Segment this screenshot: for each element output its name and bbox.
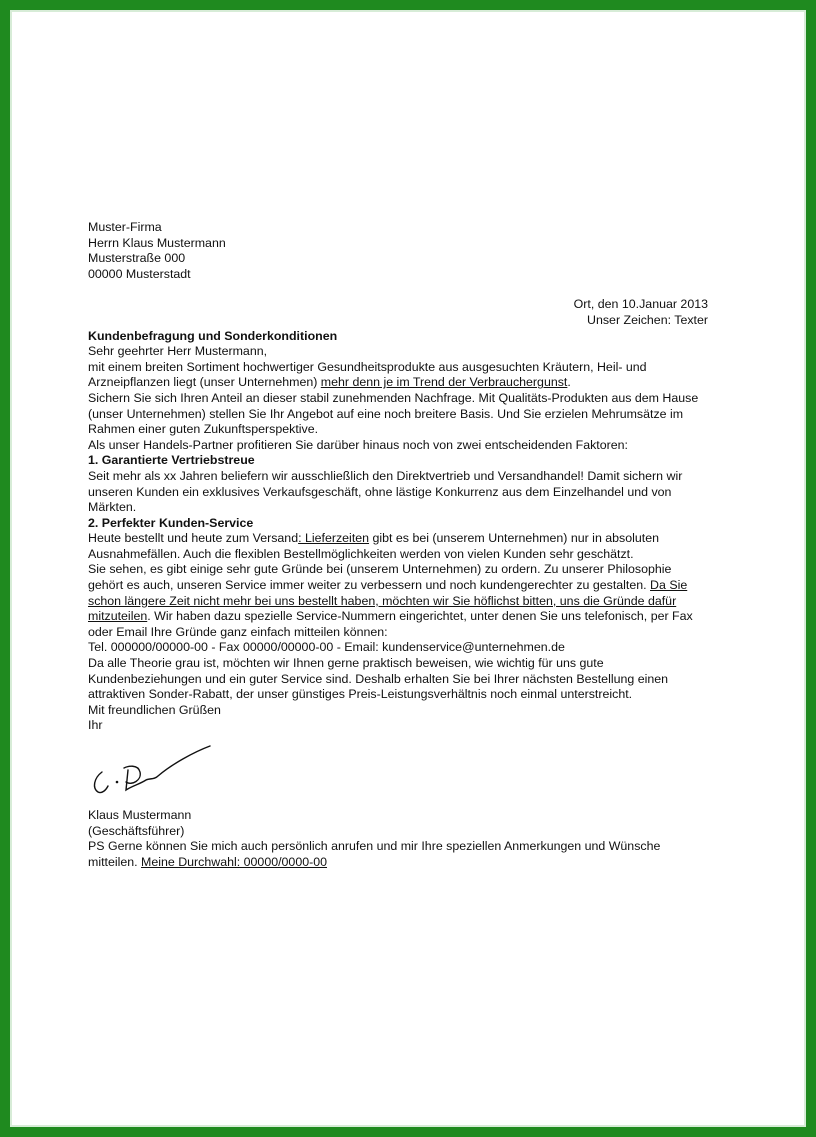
section-2-text — [88, 531, 708, 562]
closing: Mit freundlichen Grüßen — [88, 702, 221, 717]
recipient-street: Musterstraße 000 — [88, 251, 186, 266]
section-2-text-before: Heute bestellt und heute zum Versand — [88, 531, 299, 546]
closing-ihr: Ihr — [88, 718, 103, 733]
subject-line: Kundenbefragung und Sonderkonditionen — [88, 328, 338, 343]
signer-name: Klaus Mustermann — [88, 808, 192, 822]
letter-meta — [88, 297, 708, 328]
section-1-text: Seit mehr als xx Jahren beliefern wir ausschließlich den Direktvertrieb und Versandhandel! Damit sichern wir unseren Kunden ein exklusives Verkaufsgeschäft, ohne lästige Konkurrenz aus dem Einzelhandel und von Märkten. — [88, 468, 683, 515]
paragraph-4 — [88, 562, 708, 640]
paragraph-4-text: Sie sehen, es gibt einige sehr gute Gründe bei (unserem Unternehmen) zu ordern. Zu unserer Philosophie gehört es auch, unseren Service immer weiter zu verbessern und noch kundengerechter zu gestalten. — [88, 562, 672, 593]
place-date: Ort, den 10.Januar 2013 — [573, 297, 708, 312]
section-2-text-after: gibt es bei (unserem Unternehmen) nur in absoluten Ausnahmefällen. Auch die flexiblen Bestellmöglichkeiten werden von vielen Kunden sehr geschätzt. — [88, 531, 660, 561]
section-2-title: 2. Perfekter Kunden-Service — [88, 515, 254, 530]
postscript-text: PS Gerne können Sie mich auch persönlich anrufen und mir Ihre speziellen Anmerkungen und Wünsche mitteilen. — [88, 839, 661, 869]
section-2-underlined: : Lieferzeiten — [298, 531, 370, 546]
recipient-company: Muster-Firma — [88, 220, 162, 234]
contact-line: Tel. 000000/00000-00 - Fax 00000/00000-00 - Email: kundenservice@unternehmen.de — [88, 640, 565, 655]
paragraph-1-underlined: mehr denn je im Trend der Verbrauchergunst — [320, 375, 568, 390]
reference: Unser Zeichen: Texter — [587, 312, 708, 327]
postscript-underlined: Meine Durchwahl: 00000/0000-00 — [141, 854, 328, 869]
paragraph-1-text: mit einem breiten Sortiment hochwertiger Gesundheitsprodukte aus ausgesuchten Kräutern, Heil- und Arzneipflanzen liegt (unser Unternehmen) — [88, 359, 647, 390]
recipient-address — [88, 220, 708, 282]
signer-block — [88, 808, 708, 839]
section-1-title: 1. Garantierte Vertriebstreue — [88, 453, 255, 468]
recipient-name: Herrn Klaus Mustermann — [88, 235, 226, 250]
paragraph-1 — [88, 360, 708, 391]
postscript — [88, 839, 708, 870]
paragraph-3: Als unser Handels-Partner profitieren Sie darüber hinaus noch von zwei entscheidenden Faktoren: — [88, 437, 628, 452]
paragraph-1-end: . — [567, 375, 571, 390]
paragraph-2: Sichern Sie sich Ihren Anteil an dieser stabil zunehmenden Nachfrage. Mit Qualitäts-Produkten aus dem Hause (unser Unternehmen) stellen Sie Ihr Angebot auf eine noch breitere Basis. Und Sie erzielen Mehrumsätze im Rahmen einer guten Zukunftsperspektive. — [88, 390, 699, 437]
salutation: Sehr geehrter Herr Mustermann, — [88, 344, 268, 359]
letter-body — [88, 220, 708, 870]
paragraph-4-end: . Wir haben dazu spezielle Service-Nummern eingerichtet, unter denen Sie uns telefonisch, per Fax oder Email Ihre Gründe ganz einfach mitteilen können: — [88, 609, 693, 639]
recipient-city: 00000 Musterstadt — [88, 266, 191, 281]
paragraph-5: Da alle Theorie grau ist, möchten wir Ihnen gerne praktisch beweisen, wie wichtig für uns gute Kundenbeziehungen und ein guter Service sind. Deshalb erhalten Sie bei Ihrer nächsten Bestellung einen attraktiven Sonder-Rabatt, der unser günstiges Preis-Leistungsverhältnis noch einmal unterstreicht. — [88, 656, 669, 702]
signature-image — [88, 742, 228, 804]
paragraph-4-underlined: Da Sie schon längere Zeit nicht mehr bei uns bestellt haben, möchten wir Sie höflichst bitten, uns die Gründe dafür mitzuteilen — [88, 578, 688, 624]
signer-role: (Geschäftsführer) — [88, 823, 185, 838]
